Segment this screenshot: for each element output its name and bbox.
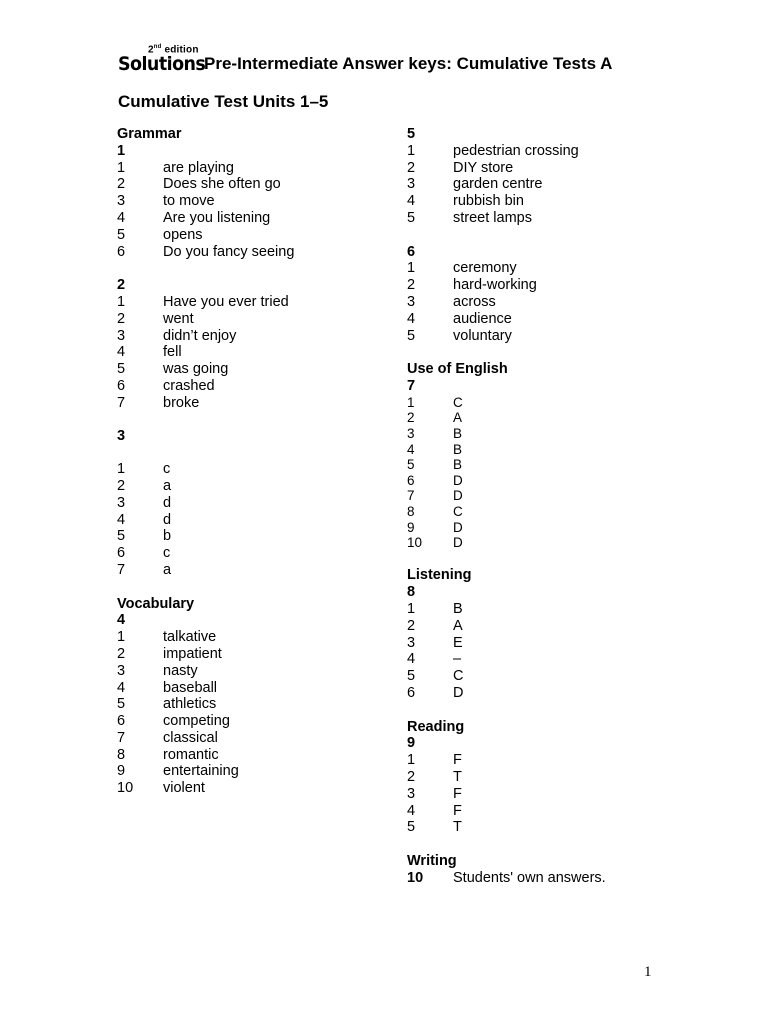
- item-number: 9: [407, 519, 415, 535]
- item-number: 1: [407, 394, 415, 410]
- item-answer: across: [453, 293, 496, 310]
- answer-row: [117, 545, 387, 562]
- item-number: 6: [407, 685, 416, 702]
- answer-row: [117, 361, 387, 378]
- item-answer: c: [163, 545, 171, 562]
- item-answer: Students' own answers.: [453, 869, 606, 886]
- answer-row: [407, 260, 677, 277]
- answer-row: [407, 395, 677, 411]
- item-number: 3: [117, 327, 126, 344]
- item-answer: baseball: [163, 679, 218, 696]
- section-heading-writing: Writing: [407, 853, 457, 870]
- answer-row: [407, 769, 677, 786]
- item-answer: C: [453, 394, 463, 410]
- section-heading-vocabulary: Vocabulary: [117, 595, 195, 612]
- item-number: 6: [117, 545, 126, 562]
- item-number: 3: [117, 193, 126, 210]
- item-number: 10: [407, 869, 424, 886]
- item-number: 1: [117, 293, 126, 310]
- item-number: 10: [117, 780, 134, 797]
- item-answer: F: [453, 802, 462, 819]
- answer-row: [407, 328, 677, 345]
- answer-row: [407, 635, 677, 652]
- item-number: 2: [407, 769, 416, 786]
- item-answer: entertaining: [163, 763, 239, 780]
- answer-row: [407, 535, 677, 551]
- answer-row: [407, 457, 677, 473]
- answer-row: [407, 294, 677, 311]
- right-column: [407, 126, 677, 887]
- item-number: 5: [117, 696, 126, 713]
- item-answer: D: [453, 685, 464, 702]
- item-answer: d: [163, 494, 172, 511]
- item-number: 4: [407, 193, 416, 210]
- item-answer: Have you ever tried: [163, 293, 289, 310]
- item-answer: b: [163, 528, 172, 545]
- answer-list: [117, 294, 387, 412]
- answer-row: [117, 244, 387, 261]
- answer-row: [117, 696, 387, 713]
- item-number: 7: [117, 729, 126, 746]
- answer-row: [407, 176, 677, 193]
- item-number: 4: [407, 310, 416, 327]
- item-number: 2: [407, 410, 415, 426]
- item-answer: opens: [163, 226, 203, 243]
- page-number: 1: [644, 964, 652, 980]
- item-answer: D: [453, 535, 463, 551]
- item-number: 1: [117, 159, 126, 176]
- answer-row: [117, 528, 387, 545]
- left-column: [117, 126, 387, 797]
- item-answer: DIY store: [453, 159, 514, 176]
- item-answer: went: [163, 310, 194, 327]
- answer-row: [117, 344, 387, 361]
- item-number: 1: [407, 142, 416, 159]
- answer-row: [407, 752, 677, 769]
- answer-row: [117, 395, 387, 412]
- answer-row: [407, 210, 677, 227]
- item-number: 6: [117, 243, 126, 260]
- answer-row: [407, 410, 677, 426]
- item-number: 1: [407, 260, 416, 277]
- answer-row: [407, 668, 677, 685]
- answer-row: [407, 520, 677, 536]
- item-number: 1: [117, 461, 126, 478]
- item-number: 5: [407, 668, 416, 685]
- answer-row: [407, 803, 677, 820]
- answer-row: [117, 512, 387, 529]
- item-answer: c: [163, 461, 171, 478]
- answer-row: [117, 747, 387, 764]
- exercise-number: 6: [407, 243, 416, 260]
- answer-row: [117, 730, 387, 747]
- item-number: 3: [407, 634, 416, 651]
- item-answer: Do you fancy seeing: [163, 243, 295, 260]
- item-number: 5: [407, 819, 416, 836]
- exercise-number: 3: [117, 428, 126, 445]
- item-number: 1: [117, 629, 126, 646]
- item-answer: Does she often go: [163, 176, 281, 193]
- exercise-number: 7: [407, 377, 416, 394]
- item-answer: audience: [453, 310, 512, 327]
- item-number: 2: [407, 159, 416, 176]
- item-number: 2: [407, 277, 416, 294]
- item-answer: pedestrian crossing: [453, 142, 579, 159]
- answer-row: [117, 193, 387, 210]
- item-number: 4: [117, 511, 126, 528]
- answer-row: [407, 685, 677, 702]
- item-answer: athletics: [163, 696, 217, 713]
- section-heading-reading: Reading: [407, 718, 465, 735]
- item-answer: Are you listening: [163, 209, 271, 226]
- item-answer: impatient: [163, 645, 222, 662]
- answer-row: [117, 646, 387, 663]
- answer-row: [117, 176, 387, 193]
- item-answer: T: [453, 819, 462, 836]
- item-number: 8: [407, 503, 415, 519]
- item-number: 5: [407, 327, 416, 344]
- item-answer: rubbish bin: [453, 193, 524, 210]
- answer-row: [117, 713, 387, 730]
- answer-row: [407, 442, 677, 458]
- item-answer: talkative: [163, 629, 217, 646]
- item-number: 8: [117, 746, 126, 763]
- section-heading-grammar: Grammar: [117, 126, 182, 142]
- item-answer: street lamps: [453, 209, 532, 226]
- item-number: 6: [117, 713, 126, 730]
- answer-row: [407, 786, 677, 803]
- answer-row: [117, 629, 387, 646]
- answer-row: [407, 618, 677, 635]
- item-number: 3: [407, 785, 416, 802]
- item-number: 2: [407, 617, 416, 634]
- item-number: 4: [117, 679, 126, 696]
- item-answer: violent: [163, 780, 205, 797]
- answer-row: [117, 495, 387, 512]
- answer-row: [117, 160, 387, 177]
- item-answer: a: [163, 477, 172, 494]
- section-heading-use-of-english: Use of English: [407, 361, 508, 378]
- answer-row: [117, 328, 387, 345]
- item-answer: F: [453, 785, 462, 802]
- item-answer: broke: [163, 394, 200, 411]
- item-number: 10: [407, 535, 423, 551]
- item-answer: D: [453, 519, 463, 535]
- item-answer: garden centre: [453, 176, 543, 193]
- answer-row: [407, 870, 677, 887]
- answer-row: [117, 294, 387, 311]
- exercise-number: 1: [117, 142, 126, 159]
- item-number: 7: [117, 561, 126, 578]
- answer-row: [117, 562, 387, 579]
- item-answer: hard-working: [453, 277, 537, 294]
- item-number: 5: [407, 457, 415, 473]
- answer-list: [407, 395, 677, 551]
- answer-row: [407, 601, 677, 618]
- exercise-number: 8: [407, 584, 416, 601]
- logo-edition: 2nd edition: [148, 44, 199, 56]
- item-answer: classical: [163, 729, 218, 746]
- answer-row: [117, 210, 387, 227]
- item-answer: B: [453, 457, 463, 473]
- item-number: 2: [117, 176, 126, 193]
- answer-row: [407, 311, 677, 328]
- item-answer: ceremony: [453, 260, 517, 277]
- item-number: 1: [407, 601, 416, 618]
- answer-row: [117, 311, 387, 328]
- item-answer: d: [163, 511, 172, 528]
- item-answer: B: [453, 441, 463, 457]
- item-number: 5: [117, 226, 126, 243]
- section-heading-listening: Listening: [407, 567, 472, 584]
- item-number: 4: [407, 651, 416, 668]
- item-answer: fell: [163, 344, 182, 361]
- item-answer: competing: [163, 713, 230, 730]
- item-number: 2: [117, 477, 126, 494]
- item-number: 4: [407, 802, 416, 819]
- item-number: 3: [117, 662, 126, 679]
- item-answer: D: [453, 472, 463, 488]
- answer-row: [407, 819, 677, 836]
- item-number: 4: [117, 209, 126, 226]
- solutions-logo: [118, 44, 208, 76]
- item-number: 7: [117, 394, 126, 411]
- item-number: 5: [117, 528, 126, 545]
- answer-row: [117, 763, 387, 780]
- item-answer: C: [453, 668, 464, 685]
- item-number: 3: [407, 293, 416, 310]
- item-number: 6: [407, 472, 415, 488]
- answer-row: [117, 680, 387, 697]
- item-number: 3: [407, 425, 415, 441]
- item-answer: crashed: [163, 377, 215, 394]
- answer-list: [407, 601, 677, 702]
- item-answer: F: [453, 752, 462, 769]
- exercise-number: 9: [407, 735, 416, 752]
- answer-row: [117, 478, 387, 495]
- answer-list: [117, 160, 387, 261]
- item-answer: –: [453, 651, 462, 668]
- answer-row: [117, 663, 387, 680]
- exercise-number: 2: [117, 277, 126, 294]
- exercise-number: 4: [117, 612, 126, 629]
- answer-row: [407, 277, 677, 294]
- item-number: 9: [117, 763, 126, 780]
- item-answer: B: [453, 425, 463, 441]
- item-answer: romantic: [163, 746, 219, 763]
- item-number: 5: [407, 209, 416, 226]
- header-title: Pre-Intermediate Answer keys: Cumulative Tests A: [204, 54, 613, 73]
- answer-row: [407, 160, 677, 177]
- item-number: 5: [117, 361, 126, 378]
- item-answer: E: [453, 634, 463, 651]
- item-number: 1: [407, 752, 416, 769]
- item-number: 3: [407, 176, 416, 193]
- item-answer: A: [453, 410, 463, 426]
- answer-row: [407, 426, 677, 442]
- item-answer: A: [453, 617, 463, 634]
- answer-row: [117, 378, 387, 395]
- item-answer: nasty: [163, 662, 198, 679]
- item-answer: voluntary: [453, 327, 512, 344]
- item-number: 3: [117, 494, 126, 511]
- answer-row: [117, 461, 387, 478]
- item-answer: C: [453, 503, 463, 519]
- item-answer: a: [163, 561, 172, 578]
- item-number: 4: [407, 441, 415, 457]
- answer-row: [117, 780, 387, 797]
- answer-list: [117, 461, 387, 579]
- item-number: 6: [117, 377, 126, 394]
- answer-list: [407, 752, 677, 836]
- item-answer: to move: [163, 193, 215, 210]
- item-answer: T: [453, 769, 462, 786]
- item-number: 4: [117, 344, 126, 361]
- item-answer: didn’t enjoy: [163, 327, 237, 344]
- answer-row: [407, 651, 677, 668]
- exercise-number: 5: [407, 126, 416, 142]
- item-number: 2: [117, 310, 126, 327]
- item-answer: B: [453, 601, 463, 618]
- answer-row: [407, 193, 677, 210]
- document-title: Cumulative Test Units 1–5: [118, 92, 329, 111]
- answer-row: [407, 143, 677, 160]
- item-answer: are playing: [163, 159, 234, 176]
- answer-row: [407, 473, 677, 489]
- logo-wordmark: Solutions: [118, 53, 206, 75]
- answer-list: [407, 143, 677, 227]
- answer-row: [117, 227, 387, 244]
- item-number: 7: [407, 488, 415, 504]
- answer-list: [407, 260, 677, 344]
- answer-row: [407, 488, 677, 504]
- answer-list: [117, 629, 387, 797]
- item-answer: D: [453, 488, 463, 504]
- item-number: 2: [117, 645, 126, 662]
- answer-row: [407, 504, 677, 520]
- item-answer: was going: [163, 361, 229, 378]
